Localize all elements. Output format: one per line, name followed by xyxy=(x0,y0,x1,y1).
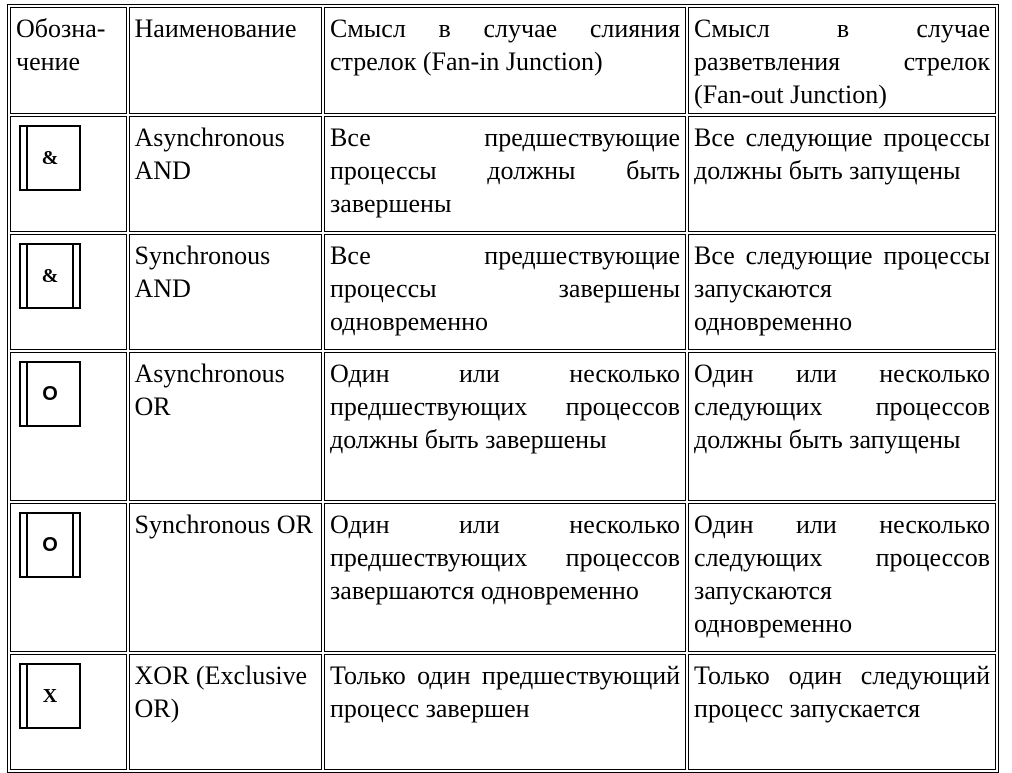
fan-out-cell: Все следующие процессы запускаются одновременно xyxy=(688,234,996,350)
name-cell: Asynchronous OR xyxy=(129,352,323,501)
name-cell: XOR (Exclusive OR) xyxy=(129,654,323,770)
fan-out-cell: Один или несколько следующих процессов запускаются одновременно xyxy=(688,503,996,652)
symbol-cell xyxy=(10,654,127,770)
fan-out-cell: Один или несколько следующих процессов должны быть запущены xyxy=(688,352,996,501)
header-fan-out: Смысл в случае разветвления стрелок (Fan-out Junction) xyxy=(688,7,996,114)
symbol-glyph: & xyxy=(41,264,59,287)
sync-and-junction-icon xyxy=(19,243,81,309)
header-fan-in: Смысл в случае слияния стрелок (Fan-in Junction) xyxy=(324,7,686,114)
table-row xyxy=(10,503,996,652)
fan-out-cell: Все следующие процессы должны быть запущены xyxy=(688,116,996,232)
symbol-glyph: O xyxy=(42,382,58,405)
table-row xyxy=(10,116,996,232)
table-row xyxy=(10,234,996,350)
fan-in-cell: Только один предшествующий процесс завершен xyxy=(324,654,686,770)
symbol-cell xyxy=(10,234,127,350)
table-row xyxy=(10,352,996,501)
table-row xyxy=(10,654,996,770)
name-cell: Synchronous OR xyxy=(129,503,323,652)
fan-in-cell: Один или несколько предшествующих процессов должны быть завершены xyxy=(324,352,686,501)
junction-types-table xyxy=(7,4,999,773)
header-name: Наименование xyxy=(129,7,323,114)
name-cell: Synchronous AND xyxy=(129,234,323,350)
symbol-glyph: O xyxy=(42,533,58,556)
xor-junction-icon xyxy=(19,663,81,729)
symbol-cell xyxy=(10,352,127,501)
symbol-glyph: & xyxy=(41,146,59,169)
symbol-glyph: X xyxy=(42,684,58,707)
async-and-junction-icon xyxy=(19,125,81,191)
symbol-cell xyxy=(10,116,127,232)
name-cell: Asynchronous AND xyxy=(129,116,323,232)
async-or-junction-icon xyxy=(19,361,81,427)
header-symbol: Обозна-чение xyxy=(10,7,127,114)
sync-or-junction-icon xyxy=(19,512,81,578)
fan-out-cell: Только один следующий процесс запускается xyxy=(688,654,996,770)
fan-in-cell: Один или несколько предшествующих процессов завершаются одновременно xyxy=(324,503,686,652)
fan-in-cell: Все предшествующие процессы должны быть завершены xyxy=(324,116,686,232)
table-header-row xyxy=(10,7,996,114)
fan-in-cell: Все предшествующие процессы завершены одновременно xyxy=(324,234,686,350)
symbol-cell xyxy=(10,503,127,652)
